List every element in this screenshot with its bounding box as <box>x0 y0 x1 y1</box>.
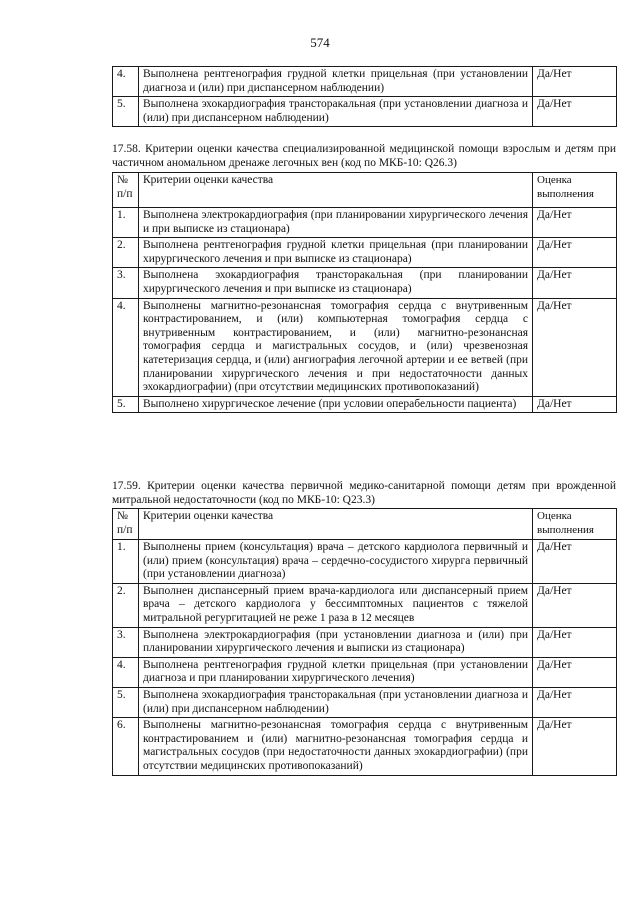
row-criterion: Выполнена рентгенография грудной клетки прицельная (при установлении диагноза и (или) при диспансерном наблюдении) <box>139 67 533 97</box>
row-number: 2. <box>113 238 139 268</box>
header-number: № п/п <box>113 173 139 208</box>
row-grade: Да/Нет <box>533 396 617 413</box>
page-number: 574 <box>310 35 330 50</box>
row-criterion: Выполнена электрокардиография (при планировании хирургического лечения и при выписке из стационара) <box>139 208 533 238</box>
section-59-table-block <box>112 508 616 776</box>
table-row <box>113 208 617 238</box>
row-number: 2. <box>113 583 139 627</box>
table-row <box>113 268 617 298</box>
header-criterion: Критерии оценки качества <box>139 173 533 208</box>
table-row <box>113 627 617 657</box>
row-grade: Да/Нет <box>533 298 617 396</box>
table-row <box>113 67 617 97</box>
row-number: 5. <box>113 97 139 127</box>
row-criterion: Выполнена рентгенография грудной клетки прицельная (при установлении диагноза и при планировании хирургического лечения) <box>139 657 533 687</box>
table-row <box>113 718 617 775</box>
row-criterion: Выполнено хирургическое лечение (при условии операбельности пациента) <box>139 396 533 413</box>
table-row <box>113 97 617 127</box>
row-grade: Да/Нет <box>533 238 617 268</box>
row-grade: Да/Нет <box>533 268 617 298</box>
row-number: 4. <box>113 298 139 396</box>
row-number: 6. <box>113 718 139 775</box>
row-number: 5. <box>113 396 139 413</box>
table-row <box>113 657 617 687</box>
section-58-caption: 17.58. Критерии оценки качества специализированной медицинской помощи взрослым и детям при частичном аномальном дренаже легочных вен (код по МКБ-10: Q26.3) <box>112 143 616 169</box>
table-row <box>113 396 617 413</box>
row-grade: Да/Нет <box>533 687 617 717</box>
row-criterion: Выполнена эхокардиография трансторакальная (при установлении диагноза и (или) при диспансерном наблюдении) <box>139 97 533 127</box>
section-59-table <box>112 508 617 776</box>
header-criterion: Критерии оценки качества <box>139 509 533 540</box>
row-criterion: Выполнены магнитно-резонансная томография сердца с внутривенным контрастированием и (или) магнитно-резонансная томография сердца и магистральных сосудов (при недостаточности данных эхокардиографии) (при отсутствии медицинских противопоказаний) <box>139 718 533 775</box>
section-59-caption: 17.59. Критерии оценки качества первичной медико-санитарной помощи детям при врожденной митральной недостаточности (код по МКБ-10: Q23.3) <box>112 480 616 506</box>
row-grade: Да/Нет <box>533 540 617 584</box>
row-criterion: Выполнена рентгенография грудной клетки прицельная (при планировании хирургического лечения и при выписке из стационара) <box>139 238 533 268</box>
row-number: 4. <box>113 67 139 97</box>
row-grade: Да/Нет <box>533 208 617 238</box>
table-header-row <box>113 509 617 540</box>
row-grade: Да/Нет <box>533 97 617 127</box>
table-row <box>113 238 617 268</box>
row-grade: Да/Нет <box>533 718 617 775</box>
row-number: 5. <box>113 687 139 717</box>
table-row <box>113 540 617 584</box>
row-number: 3. <box>113 268 139 298</box>
row-criterion: Выполнены прием (консультация) врача – детского кардиолога первичный и (или) прием (консультация) врача – сердечно-сосудистого хирурга первичный (при установлении диагноза) <box>139 540 533 584</box>
row-criterion: Выполнен диспансерный прием врача-кардиолога или диспансерный прием врача – детского кардиолога у бессимптомных пациентов с тяжелой митральной регургитацией не реже 1 раза в 12 месяцев <box>139 583 533 627</box>
continuation-table-block <box>112 66 616 127</box>
row-criterion: Выполнены магнитно-резонансная томография сердца с внутривенным контрастированием, и (или) компьютерная томография сердца с внутривенным контрастированием, и (или) магнитно-резонансная томография сердца и магистральных сосудов, и (или) чрезвенозная катетеризация сердца, и (или) ангиография легочной артерии и ее ветвей (при планировании хирургического лечения и при недостаточности данных эхокардиографии) (при отсутствии медицинских противопоказаний) <box>139 298 533 396</box>
row-number: 4. <box>113 657 139 687</box>
row-criterion: Выполнена эхокардиография трансторакальная (при планировании хирургического лечения и при выписке из стационара) <box>139 268 533 298</box>
table-row <box>113 687 617 717</box>
header-number: № п/п <box>113 509 139 540</box>
continuation-table <box>112 66 617 127</box>
section-58-table-block <box>112 172 616 413</box>
row-number: 3. <box>113 627 139 657</box>
row-grade: Да/Нет <box>533 583 617 627</box>
section-58-table <box>112 172 617 413</box>
table-row <box>113 298 617 396</box>
row-grade: Да/Нет <box>533 627 617 657</box>
row-grade: Да/Нет <box>533 657 617 687</box>
row-criterion: Выполнена электрокардиография (при установлении диагноза и (или) при планировании хирургического лечения и выписки из стационара) <box>139 627 533 657</box>
row-number: 1. <box>113 540 139 584</box>
table-header-row <box>113 173 617 208</box>
header-grade: Оценка выполнения <box>533 173 617 208</box>
table-row <box>113 583 617 627</box>
header-grade: Оценка выполнения <box>533 509 617 540</box>
row-criterion: Выполнена эхокардиография трансторакальная (при установлении диагноза и (или) при диспансерном наблюдении) <box>139 687 533 717</box>
row-grade: Да/Нет <box>533 67 617 97</box>
row-number: 1. <box>113 208 139 238</box>
